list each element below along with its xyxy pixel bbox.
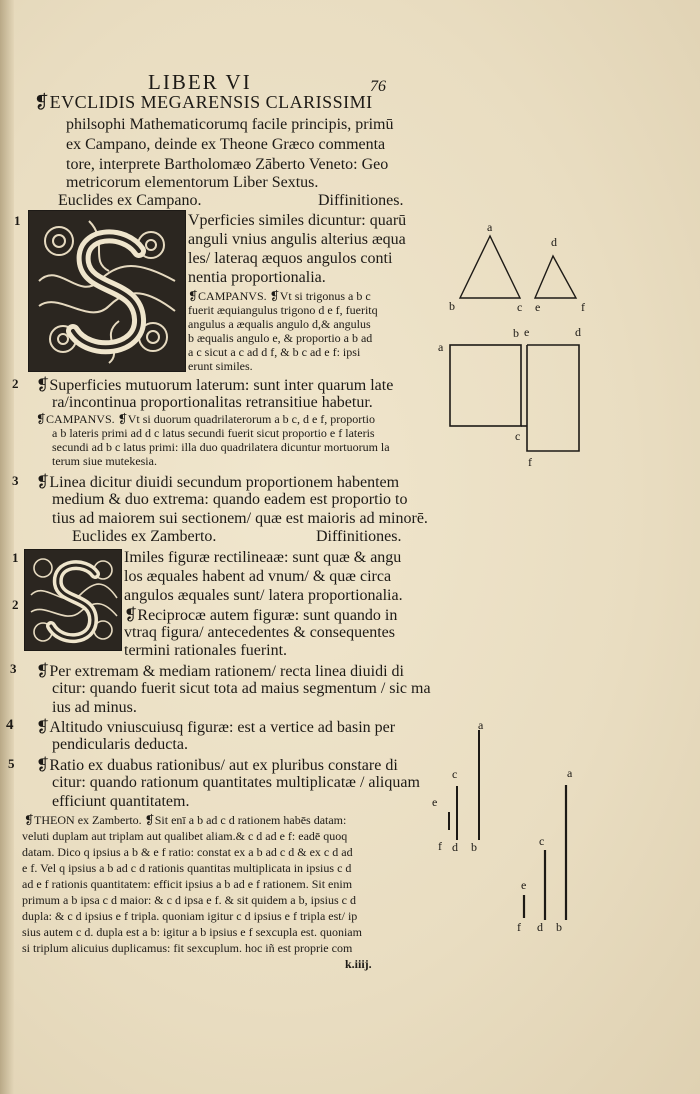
def1-line: anguli vnius angulis alterius æqua <box>188 231 406 248</box>
def2-line: ra/incontinua proportionalitas retransitiue habetur. <box>52 394 373 411</box>
theon-line: ad e f rationis quantitatem: efficit ipsius a b ad e f rationem. Sit enim <box>22 877 353 891</box>
fig-label: f <box>438 839 442 853</box>
campanus-note-2: secundi ad b c latus primi: illa duo quadrilatera dicuntur mortuorum la <box>52 440 390 454</box>
fig-label: d <box>575 325 581 339</box>
fig-label: b <box>513 326 519 340</box>
theon-line: sius autem c d. dupla est a b: igitur a b ipsius e f sexcupla est. quoniam <box>22 925 362 939</box>
fig-label: e <box>524 325 530 339</box>
margin-number: 2 <box>12 597 19 612</box>
fig-label: f <box>581 300 585 314</box>
section-heading-campano-right: Diffinitiones. <box>318 192 404 209</box>
fig-label: a <box>438 340 444 354</box>
fig-label: b <box>449 299 455 313</box>
line-segments-figure-large <box>524 785 566 920</box>
theon-line: primum a b ipsa c d maior: & c d ipsa e f. & sit quidem a b, ipsius c d <box>22 893 356 907</box>
zdef2-line: ❡Reciprocæ autem figuræ: sunt quando in <box>124 607 398 624</box>
campanus-note-1: a c sicut a c ad d f, & b c ad e f: ipsi <box>188 345 361 359</box>
fig-label: f <box>528 455 532 469</box>
title-line: philsophi Mathematicorumq facile principis, primū <box>66 116 394 133</box>
campanus-note-1: fuerit æquiangulus trigono d e f, fueritq <box>188 303 378 317</box>
zdef1-line: angulos æquales sunt/ latera proportionalia. <box>124 587 403 604</box>
campanus-note-1: angulus a æqualis angulo d,& angulus <box>188 317 371 331</box>
fig-label: e <box>521 878 527 892</box>
margin-number: 1 <box>12 550 19 565</box>
title-line: ❡EVCLIDIS MEGARENSIS CLARISSIMI <box>34 92 373 112</box>
def1-line: nentia proportionalia. <box>188 269 326 286</box>
fig-label: a <box>567 766 573 780</box>
margin-number: 3 <box>10 661 17 676</box>
zdef2-line: vtraq figura/ antecedentes & consequentes <box>124 624 395 641</box>
fig-label: d <box>452 840 458 854</box>
zdef5-line: citur: quando rationum quantitates multiplicatæ / aliquam <box>52 774 420 791</box>
section-heading-zamberto-right: Diffinitiones. <box>316 528 402 545</box>
line-segments-figure-small <box>449 730 479 840</box>
theon-line: veluti duplam aut triplam aut qualibet aliam.& c d ad e f: eadē quoq <box>22 829 348 843</box>
running-title: LIBER VI <box>148 70 252 94</box>
fig-label: c <box>517 300 523 314</box>
campanus-note-1: b æqualis angulo e, & proportio a b ad <box>188 331 373 345</box>
def1-line: les/ lateraq æquos angulos conti <box>188 250 393 267</box>
campanus-note-2: terum siue mutekesia. <box>52 454 157 468</box>
fig-label: c <box>515 429 521 443</box>
campanus-note-2: ❡CAMPANVS. ❡Vt si duorum quadrilaterorum a b c, d e f, proportio <box>36 412 375 426</box>
theon-line: dupla: & c d ipsius e f tripla. quoniam igitur c d ipsius e f tripla est/ ip <box>22 909 358 923</box>
zdef4-line: ❡Altitudo vniuscuiusq figuræ: est a vertice ad basin per <box>36 719 396 736</box>
zdef1-line: Imiles figuræ rectilineaæ: sunt quæ & angu <box>124 549 402 566</box>
title-line: metricorum elementorum Liber Sextus. <box>66 174 319 191</box>
zdef3-line: ius ad minus. <box>52 699 137 716</box>
fig-label: a <box>478 718 484 732</box>
campanus-note-1: erunt similes. <box>188 359 253 373</box>
zdef1-line: los æquales habent ad vnum/ & quæ circa <box>124 568 392 585</box>
margin-number: 1 <box>14 213 21 228</box>
fig-label: f <box>517 920 521 934</box>
margin-number: 2 <box>12 376 19 391</box>
fig-label: e <box>535 300 541 314</box>
margin-number: 5 <box>8 756 15 771</box>
def3-line: tius ad maiorem sui sectionem/ quæ est maioris ad minorē. <box>52 510 428 527</box>
zdef3-line: ❡Per extremam & mediam rationem/ recta linea diuidi di <box>36 663 404 680</box>
section-heading-zamberto: Euclides ex Zamberto. <box>72 528 217 545</box>
fig-label: b <box>556 920 562 934</box>
folio-number: 76 <box>370 78 386 95</box>
fig-label: b <box>471 840 477 854</box>
theon-line: e f. Vel q ipsius a b ad c d rationis quantitas multiplicata in ipsius c d <box>22 861 352 875</box>
fig-label: d <box>551 235 557 249</box>
zdef3-line: citur: quando fuerit sicut tota ad maius segmentum / sic ma <box>52 680 431 697</box>
campanus-note-1: ❡CAMPANVS. ❡Vt si trigonus a b c <box>188 289 371 303</box>
theon-line: datam. Dico q ipsius a b & e f ratio: constat ex a b ad c d & ex c d ad <box>22 845 353 859</box>
fig-label: c <box>452 767 458 781</box>
zdef5-line: ❡Ratio ex duabus rationibus/ aut ex pluribus constare di <box>36 757 398 774</box>
section-heading-campano: Euclides ex Campano. <box>58 192 202 209</box>
catchword: k.iiij. <box>345 957 372 971</box>
title-line: ex Campano, deinde ex Theone Græco commenta <box>66 136 386 153</box>
fig-label: a <box>487 220 493 234</box>
title-line: tore, interprete Bartholomæo Zāberto Veneto: Geo <box>66 156 389 173</box>
triangle-figure <box>460 236 576 298</box>
zdef2-line: termini rationales fuerint. <box>124 642 288 659</box>
def2-line: ❡Superficies mutuorum laterum: sunt inter quarum late <box>36 377 394 394</box>
fig-label: e <box>432 795 438 809</box>
def3-line: medium & duo extrema: quando eadem est proportio to <box>52 491 408 508</box>
margin-number: 3 <box>12 473 19 488</box>
zdef4-line: pendicularis deducta. <box>52 736 188 753</box>
campanus-note-2: a b lateris primi ad d c latus secundi fuerit sicut proportio e f lateris <box>52 426 375 440</box>
def3-line: ❡Linea dicitur diuidi secundum proportionem habentem <box>36 474 400 491</box>
fig-label: c <box>539 834 545 848</box>
theon-line: ❡THEON ex Zamberto. ❡Sit enī a b ad c d rationem habēs datam: <box>24 813 347 827</box>
fig-label: d <box>537 920 543 934</box>
zdef5-line: efficiunt quantitatem. <box>52 793 190 810</box>
theon-line: si triplum alicuius duplicamus: fit sexcuplum. hoc iñ est proprie com <box>22 941 353 955</box>
margin-number: 4 <box>6 717 14 733</box>
def1-line: Vperficies similes dicuntur: quarū <box>188 212 407 229</box>
